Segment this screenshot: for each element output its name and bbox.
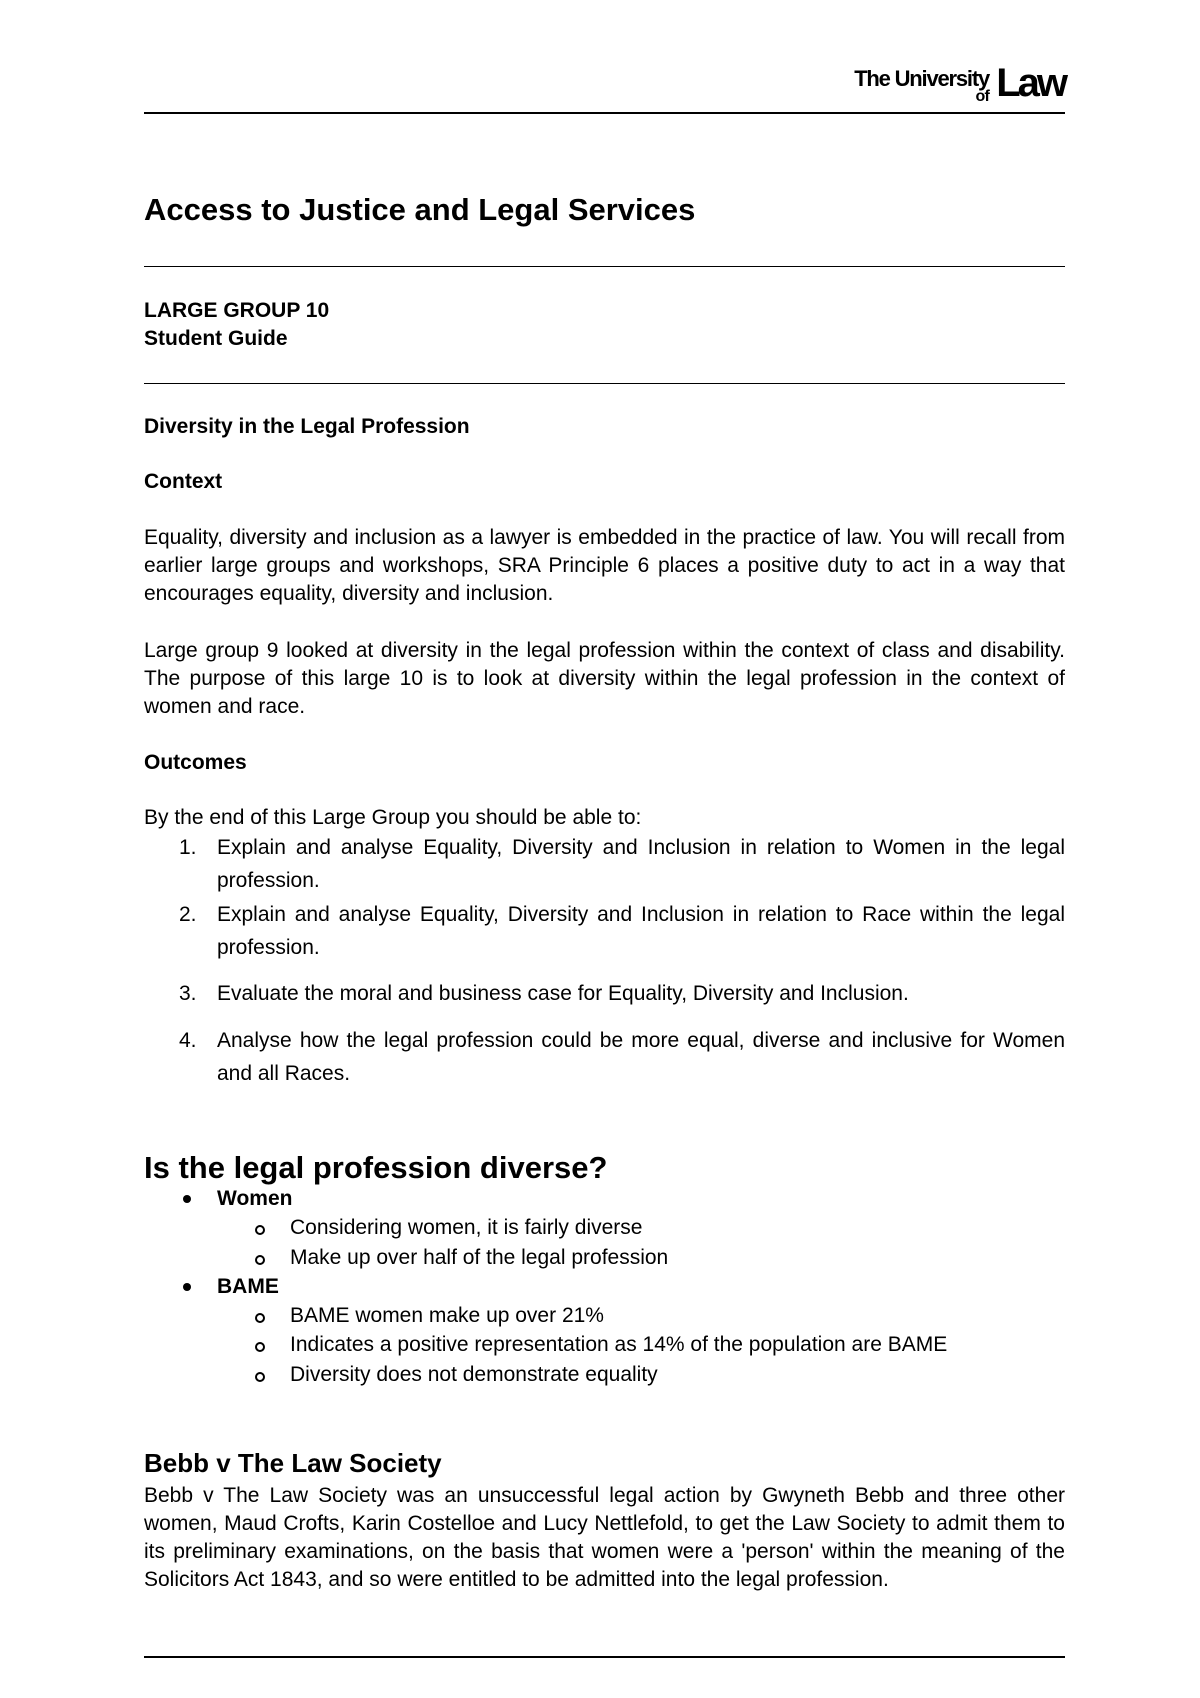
outcome-item xyxy=(144,831,1065,897)
outcome-number: 4. xyxy=(179,1029,197,1052)
divider xyxy=(144,266,1065,267)
bullet-circle-icon xyxy=(255,1342,265,1352)
document-title: Access to Justice and Legal Services xyxy=(144,192,696,227)
diverse-heading: Is the legal profession diverse? xyxy=(144,1150,608,1185)
student-guide-label: Student Guide xyxy=(144,327,288,350)
outcome-item xyxy=(144,898,1065,964)
outcome-text: Explain and analyse Equality, Diversity and Inclusion in relation to Women in the legal profession. xyxy=(217,836,1065,892)
university-logo xyxy=(845,60,1065,110)
header-rule xyxy=(144,112,1065,114)
outcome-text: Evaluate the moral and business case for Equality, Diversity and Inclusion. xyxy=(217,982,909,1005)
bame-label: BAME xyxy=(217,1275,279,1298)
logo-line-3: Law xyxy=(996,61,1065,105)
outcome-item xyxy=(144,977,1065,1010)
logo-line-2: of xyxy=(975,88,989,105)
bame-point: Diversity does not demonstrate equality xyxy=(290,1363,658,1386)
bame-point: BAME women make up over 21% xyxy=(290,1304,604,1327)
bebb-paragraph: Bebb v The Law Society was an unsuccessful legal action by Gwyneth Bebb and three other women, Maud Crofts, Karin Costelloe and Lucy Nettlefold, to get the Law Society to admit them to its preliminary examinations, on the basis that women were a 'person' within the meaning of the Solicitors Act 1843, and so were entitled to be admitted into the legal profession. xyxy=(144,1484,1065,1591)
outcomes-intro: By the end of this Large Group you should be able to: xyxy=(144,806,642,829)
outcome-number: 3. xyxy=(179,982,197,1005)
bebb-heading: Bebb v The Law Society xyxy=(144,1448,442,1478)
bullet-dot-icon xyxy=(183,1283,191,1291)
outcome-number: 1. xyxy=(179,836,197,859)
large-group-label: LARGE GROUP 10 xyxy=(144,299,330,322)
bullet-circle-icon xyxy=(255,1255,265,1265)
bullet-dot-icon xyxy=(183,1195,191,1203)
context-heading: Context xyxy=(144,470,223,493)
outcome-text: Analyse how the legal profession could be more equal, diverse and inclusive for Women and all Races. xyxy=(217,1029,1065,1085)
bullet-circle-icon xyxy=(255,1372,265,1382)
divider xyxy=(144,383,1065,384)
women-point: Make up over half of the legal profession xyxy=(290,1246,669,1269)
women-label: Women xyxy=(217,1187,293,1210)
outcome-number: 2. xyxy=(179,903,197,926)
footer-rule xyxy=(144,1656,1065,1658)
women-point: Considering women, it is fairly diverse xyxy=(290,1216,643,1239)
topic-heading: Diversity in the Legal Profession xyxy=(144,415,470,438)
outcome-item xyxy=(144,1024,1065,1090)
bullet-circle-icon xyxy=(255,1225,265,1235)
outcome-text: Explain and analyse Equality, Diversity and Inclusion in relation to Race within the legal profession. xyxy=(217,903,1065,959)
bame-point: Indicates a positive representation as 14% of the population are BAME xyxy=(290,1333,948,1356)
context-paragraph-1: Equality, diversity and inclusion as a lawyer is embedded in the practice of law. You will recall from earlier large groups and workshops, SRA Principle 6 places a positive duty to act in a way that encourages equality, diversity and inclusion. xyxy=(144,526,1065,605)
outcomes-heading: Outcomes xyxy=(144,751,247,774)
bullet-circle-icon xyxy=(255,1313,265,1323)
logo-line-1: The University xyxy=(854,66,989,91)
context-paragraph-2: Large group 9 looked at diversity in the legal profession within the context of class and disability. The purpose of this large 10 is to look at diversity within the legal profession in the context of women and race. xyxy=(144,639,1065,718)
